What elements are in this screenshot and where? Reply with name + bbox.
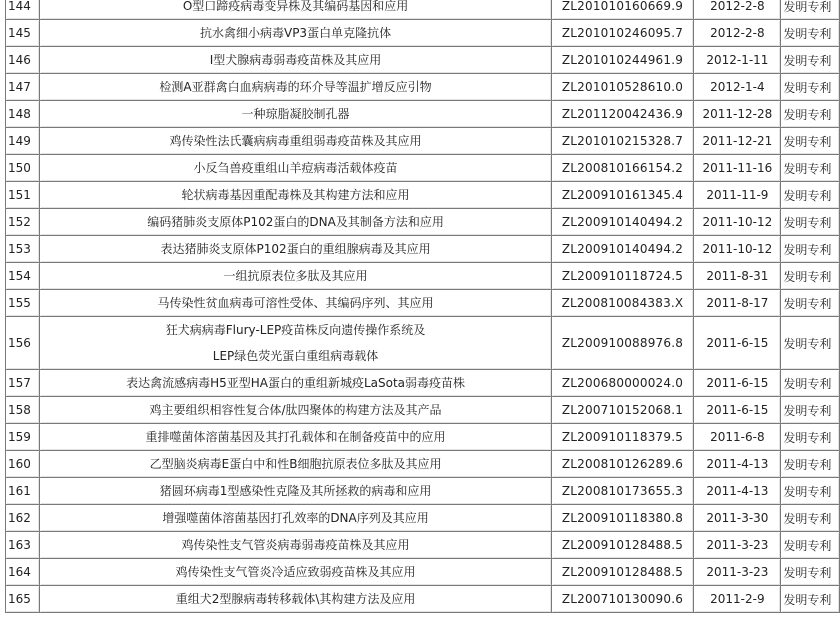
patent-type: 发明专利 bbox=[781, 155, 840, 182]
patent-title bbox=[40, 101, 551, 128]
patent-number: ZL200910118724.5 bbox=[552, 263, 695, 290]
patent-number: ZL201010528610.0 bbox=[552, 74, 695, 101]
row-number: 152 bbox=[6, 209, 40, 236]
patent-type: 发明专利 bbox=[781, 263, 840, 290]
table-row bbox=[6, 505, 840, 532]
patent-type: 发明专利 bbox=[781, 424, 840, 451]
patent-title bbox=[40, 290, 551, 317]
table-row bbox=[6, 478, 840, 505]
patent-title-line: 小反刍兽疫重组山羊痘病毒活载体疫苗 bbox=[193, 161, 398, 175]
patent-title bbox=[40, 74, 551, 101]
patent-title-line: 重排噬菌体溶菌基因及其打孔载体和在制备疫苗中的应用 bbox=[145, 430, 446, 444]
patent-title-line: 一组抗原表位多肽及其应用 bbox=[223, 269, 368, 283]
patent-title bbox=[40, 263, 551, 290]
patent-number: ZL200910118379.5 bbox=[552, 424, 695, 451]
grant-date: 2011-12-21 bbox=[694, 128, 781, 155]
patent-number: ZL200710130090.6 bbox=[552, 586, 695, 613]
patent-number: ZL200910140494.2 bbox=[552, 236, 695, 263]
patent-title bbox=[40, 128, 551, 155]
patent-title bbox=[40, 505, 551, 532]
row-number: 147 bbox=[6, 74, 40, 101]
grant-date: 2011-3-23 bbox=[694, 559, 781, 586]
row-number: 162 bbox=[6, 505, 40, 532]
patent-number: ZL200910161345.4 bbox=[552, 182, 695, 209]
grant-date: 2011-8-17 bbox=[694, 290, 781, 317]
patent-title bbox=[40, 209, 551, 236]
patent-number: ZL200810173655.3 bbox=[552, 478, 695, 505]
table-row bbox=[6, 290, 840, 317]
grant-date: 2011-4-13 bbox=[694, 451, 781, 478]
patent-number: ZL201120042436.9 bbox=[552, 101, 695, 128]
patent-title-line: 一种琼脂凝胶制孔器 bbox=[241, 107, 350, 121]
table-row bbox=[6, 155, 840, 182]
patent-title-line: 鸡传染性法氏囊病病毒重组弱毒疫苗株及其应用 bbox=[169, 134, 422, 148]
patent-type: 发明专利 bbox=[781, 397, 840, 424]
patent-title-line: 乙型脑炎病毒E蛋白中和性B细胞抗原表位多肽及其应用 bbox=[149, 457, 442, 471]
patent-type: 发明专利 bbox=[781, 532, 840, 559]
patent-number: ZL201010246095.7 bbox=[552, 20, 695, 47]
patent-type: 发明专利 bbox=[781, 559, 840, 586]
patent-type: 发明专利 bbox=[781, 290, 840, 317]
patent-title bbox=[40, 424, 551, 451]
patent-title-line: 表达猪肺炎支原体P102蛋白的重组腺病毒及其应用 bbox=[160, 242, 431, 256]
patent-title bbox=[40, 370, 551, 397]
row-number: 150 bbox=[6, 155, 40, 182]
grant-date: 2011-6-15 bbox=[694, 317, 781, 370]
grant-date: 2011-6-15 bbox=[694, 397, 781, 424]
grant-date: 2011-10-12 bbox=[694, 209, 781, 236]
patent-table bbox=[5, 0, 840, 613]
patent-number: ZL200910128488.5 bbox=[552, 559, 695, 586]
patent-number: ZL201010215328.7 bbox=[552, 128, 695, 155]
patent-title-line: 狂犬病病毒Flury-LEP疫苗株反向遗传操作系统及 bbox=[165, 323, 426, 337]
table-row bbox=[6, 101, 840, 128]
patent-type: 发明专利 bbox=[781, 47, 840, 74]
patent-title bbox=[40, 559, 551, 586]
table-row bbox=[6, 586, 840, 613]
patent-number: ZL200810084383.X bbox=[552, 290, 695, 317]
patent-title bbox=[40, 586, 551, 613]
row-number: 148 bbox=[6, 101, 40, 128]
table-row bbox=[6, 47, 840, 74]
patent-number: ZL200910128488.5 bbox=[552, 532, 695, 559]
table-row bbox=[6, 263, 840, 290]
grant-date: 2012-2-8 bbox=[694, 0, 781, 20]
row-number: 144 bbox=[6, 0, 40, 20]
patent-number: ZL201010160669.9 bbox=[552, 0, 695, 20]
table-row bbox=[6, 451, 840, 478]
row-number: 163 bbox=[6, 532, 40, 559]
patent-number: ZL200810166154.2 bbox=[552, 155, 695, 182]
patent-type: 发明专利 bbox=[781, 451, 840, 478]
patent-title-line: 鸡主要组织相容性复合体/肽四聚体的构建方法及其产品 bbox=[149, 403, 442, 417]
row-number: 155 bbox=[6, 290, 40, 317]
patent-title-line: O型口蹄疫病毒变异株及其编码基因和应用 bbox=[182, 0, 409, 13]
row-number: 161 bbox=[6, 478, 40, 505]
patent-type: 发明专利 bbox=[781, 505, 840, 532]
patent-title-line: 马传染性贫血病毒可溶性受体、其编码序列、其应用 bbox=[157, 296, 434, 310]
patent-title-line: 表达禽流感病毒H5亚型HA蛋白的重组新城疫LaSota弱毒疫苗株 bbox=[126, 376, 466, 390]
patent-type: 发明专利 bbox=[781, 586, 840, 613]
grant-date: 2011-3-30 bbox=[694, 505, 781, 532]
row-number: 156 bbox=[6, 317, 40, 370]
patent-title bbox=[40, 47, 551, 74]
patent-number: ZL200910118380.8 bbox=[552, 505, 695, 532]
grant-date: 2011-8-31 bbox=[694, 263, 781, 290]
patent-type: 发明专利 bbox=[781, 0, 840, 20]
patent-title-line: 鸡传染性支气管炎病毒弱毒疫苗株及其应用 bbox=[181, 538, 410, 552]
patent-type: 发明专利 bbox=[781, 128, 840, 155]
patent-title-line: 猪圆环病毒1型感染性克隆及其所拯救的病毒和应用 bbox=[159, 484, 432, 498]
patent-title bbox=[40, 236, 551, 263]
patent-type: 发明专利 bbox=[781, 101, 840, 128]
grant-date: 2011-6-8 bbox=[694, 424, 781, 451]
patent-title bbox=[40, 478, 551, 505]
patent-type: 发明专利 bbox=[781, 236, 840, 263]
grant-date: 2011-11-16 bbox=[694, 155, 781, 182]
patent-title bbox=[40, 155, 551, 182]
table-row bbox=[6, 182, 840, 209]
patent-type: 发明专利 bbox=[781, 478, 840, 505]
table-row bbox=[6, 236, 840, 263]
row-number: 154 bbox=[6, 263, 40, 290]
patent-title bbox=[40, 20, 551, 47]
patent-type: 发明专利 bbox=[781, 182, 840, 209]
patent-title-line: I型犬腺病毒弱毒疫苗株及其应用 bbox=[209, 53, 382, 67]
patent-title bbox=[40, 0, 551, 20]
row-number: 151 bbox=[6, 182, 40, 209]
table-row bbox=[6, 209, 840, 236]
table-row bbox=[6, 397, 840, 424]
grant-date: 2011-12-28 bbox=[694, 101, 781, 128]
row-number: 158 bbox=[6, 397, 40, 424]
patent-title bbox=[40, 317, 551, 370]
patent-title-line: 鸡传染性支气管炎冷适应致弱疫苗株及其应用 bbox=[175, 565, 416, 579]
patent-title-line: 编码猪肺炎支原体P102蛋白的DNA及其制备方法和应用 bbox=[147, 215, 444, 229]
patent-title bbox=[40, 451, 551, 478]
patent-title bbox=[40, 182, 551, 209]
grant-date: 2012-2-8 bbox=[694, 20, 781, 47]
table-row bbox=[6, 74, 840, 101]
patent-type: 发明专利 bbox=[781, 74, 840, 101]
row-number: 153 bbox=[6, 236, 40, 263]
patent-title bbox=[40, 397, 551, 424]
patent-title-line: 检测A亚群禽白血病病毒的环介导等温扩增反应引物 bbox=[159, 80, 432, 94]
grant-date: 2011-4-13 bbox=[694, 478, 781, 505]
patent-number: ZL200910088976.8 bbox=[552, 317, 695, 370]
grant-date: 2012-1-11 bbox=[694, 47, 781, 74]
grant-date: 2011-10-12 bbox=[694, 236, 781, 263]
table-row bbox=[6, 20, 840, 47]
table-row bbox=[6, 559, 840, 586]
grant-date: 2011-11-9 bbox=[694, 182, 781, 209]
patent-title bbox=[40, 532, 551, 559]
grant-date: 2011-2-9 bbox=[694, 586, 781, 613]
row-number: 149 bbox=[6, 128, 40, 155]
row-number: 159 bbox=[6, 424, 40, 451]
table-row bbox=[6, 317, 840, 370]
grant-date: 2011-6-15 bbox=[694, 370, 781, 397]
table-row bbox=[6, 128, 840, 155]
patent-title-line: 增强噬菌体溶菌基因打孔效率的DNA序列及其应用 bbox=[162, 511, 429, 525]
patent-title-line: 重组犬2型腺病毒转移载体\其构建方法及应用 bbox=[175, 592, 416, 606]
row-number: 160 bbox=[6, 451, 40, 478]
patent-number: ZL200810126289.6 bbox=[552, 451, 695, 478]
table-row bbox=[6, 424, 840, 451]
patent-title-line: LEP绿色荧光蛋白重组病毒载体 bbox=[212, 349, 379, 363]
row-number: 157 bbox=[6, 370, 40, 397]
row-number: 145 bbox=[6, 20, 40, 47]
patent-type: 发明专利 bbox=[781, 370, 840, 397]
patent-number: ZL200910140494.2 bbox=[552, 209, 695, 236]
grant-date: 2011-3-23 bbox=[694, 532, 781, 559]
patent-number: ZL200680000024.0 bbox=[552, 370, 695, 397]
table-row bbox=[6, 0, 840, 20]
patent-type: 发明专利 bbox=[781, 20, 840, 47]
patent-number: ZL200710152068.1 bbox=[552, 397, 695, 424]
grant-date: 2012-1-4 bbox=[694, 74, 781, 101]
row-number: 165 bbox=[6, 586, 40, 613]
row-number: 164 bbox=[6, 559, 40, 586]
patent-type: 发明专利 bbox=[781, 209, 840, 236]
patent-type: 发明专利 bbox=[781, 317, 840, 370]
patent-title-line: 抗水禽细小病毒VP3蛋白单克隆抗体 bbox=[199, 26, 392, 40]
patent-title-line: 轮状病毒基因重配毒株及其构建方法和应用 bbox=[181, 188, 410, 202]
row-number: 146 bbox=[6, 47, 40, 74]
patent-table-body bbox=[6, 0, 840, 613]
table-row bbox=[6, 370, 840, 397]
patent-number: ZL201010244961.9 bbox=[552, 47, 695, 74]
table-row bbox=[6, 532, 840, 559]
